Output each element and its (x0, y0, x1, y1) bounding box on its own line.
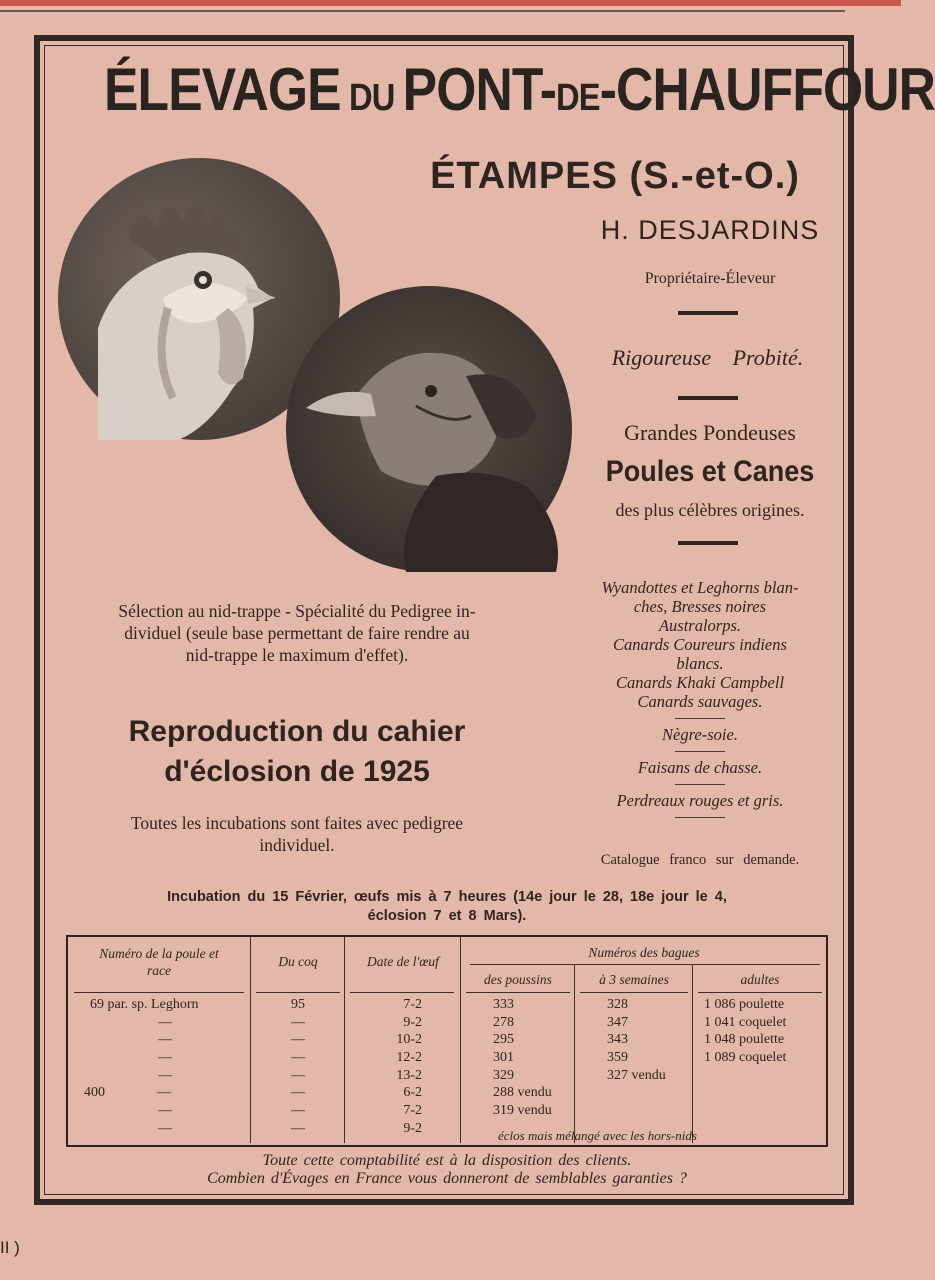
table-cell: 328 (607, 997, 628, 1012)
breed-separator (675, 718, 725, 719)
column-chicks (493, 996, 573, 1120)
table-col-divider (460, 935, 461, 1143)
table-cell: — (291, 1032, 305, 1048)
closing-statement: Toute cette comptabilité est à la disposition des clients. Combien d'Évages en France vous donneront de semblables garanties ? (207, 1152, 687, 1187)
table-cell: 295 (493, 1032, 514, 1048)
column-egg-date (346, 996, 422, 1138)
table-cell: 278 (493, 1014, 514, 1030)
header-chicks: des poussins (484, 972, 552, 987)
duck-icon (286, 286, 572, 572)
owner-name: H. DESJARDINS (600, 215, 820, 245)
breed-item: Canards Coureurs indiens blancs. (613, 635, 787, 673)
table-cell: 69 par. sp. Leghorn (90, 997, 199, 1012)
table-cell: 1 048 poulette (704, 1032, 785, 1048)
header-hen: Numéro de la poule et race (99, 946, 219, 978)
breed-separator (675, 751, 725, 752)
breed-item: Perdreaux rouges et gris. (616, 791, 784, 810)
table-cell: 327 vendu (607, 1067, 666, 1083)
breeds-line: Poules et Canes (605, 455, 815, 488)
breed-item: Wyandottes et Leghorns blan- ches, Bresses noires Australorps. (601, 578, 799, 635)
table-cell: 301 (493, 1050, 514, 1066)
breed-item: Nègre-soie. (662, 725, 738, 744)
table-cell: — (158, 1014, 172, 1030)
table-cell: — (291, 1085, 305, 1101)
header-underline (256, 992, 340, 993)
page-title: ÉLEVAGE DU PONT-DE-CHAUFFOUR (104, 56, 935, 123)
divider-1 (678, 311, 738, 315)
city-line: ÉTAMPES (S.-et-O.) (430, 155, 800, 197)
divider-2 (678, 396, 738, 400)
breed-item: Canards sauvages. (637, 692, 763, 711)
header-egg-date: Date de l'œuf (367, 954, 439, 969)
header-cock: Du coq (278, 954, 318, 969)
layers-line: Grandes Pondeuses (624, 420, 796, 445)
column-hen (70, 996, 248, 1138)
top-color-stripe (0, 0, 901, 6)
origins-line: des plus célèbres origines. (615, 500, 805, 520)
column-three-weeks (607, 996, 691, 1084)
table-cell: 1 089 coquelet (704, 1050, 787, 1066)
table-col-divider (344, 935, 345, 1143)
table-cell: 319 vendu (493, 1103, 552, 1119)
table-cell: 9-2 (403, 1014, 422, 1030)
owner-role: Propriétaire-Éleveur (644, 270, 776, 287)
table-cell: — (158, 1120, 172, 1136)
breed-item: Canards Khaki Campbell (615, 673, 785, 692)
table-col-divider (250, 935, 251, 1143)
breed-separator (675, 817, 725, 818)
table-cell: 1 041 coquelet (704, 1014, 787, 1030)
table-cell: 7-2 (403, 997, 422, 1012)
table-cell: 288 vendu (493, 1085, 552, 1101)
table-cell: 6-2 (403, 1085, 422, 1101)
table-cell: 1 086 poulette (704, 997, 785, 1012)
table-cell: — (291, 1103, 305, 1119)
header-three-weeks: à 3 semaines (599, 972, 669, 987)
incubation-line: Incubation du 15 Février, œufs mis à 7 heures (14e jour le 28, 18e jour le 4, éclosion 7 et 8 Mars). (167, 889, 727, 924)
breed-item: Faisans de chasse. (637, 758, 763, 777)
table-cell: 329 (493, 1067, 514, 1083)
table-cell: — (291, 1050, 305, 1066)
breed-separator (675, 784, 725, 785)
table-cell: 12-2 (396, 1050, 422, 1066)
rings-header-rule (470, 964, 820, 965)
divider-3 (678, 541, 738, 545)
table-cell: 400 — (84, 1085, 171, 1101)
header-underline (74, 992, 244, 993)
table-cell: 359 (607, 1050, 628, 1066)
header-underline (466, 992, 570, 993)
table-col-divider (692, 965, 693, 1143)
column-cock (252, 996, 344, 1138)
page-number: II ) (0, 1238, 20, 1257)
table-cell: — (291, 1014, 305, 1030)
motto: Rigoureuse Probité. (611, 345, 804, 370)
table-cell: 7-2 (403, 1103, 422, 1119)
table-cell: 9-2 (403, 1120, 422, 1136)
table-cell: 10-2 (396, 1032, 422, 1048)
reproduction-heading: Reproduction du cahier d'éclosion de 1925 (128, 715, 466, 788)
catalogue-note: Catalogue franco sur demande. (600, 852, 800, 868)
table-cell: 333 (493, 997, 514, 1012)
header-adults: adultes (740, 972, 780, 987)
breed-list (560, 578, 840, 824)
top-rule (0, 10, 845, 12)
table-cell: 95 (291, 997, 305, 1012)
table-cell: — (158, 1050, 172, 1066)
duck-illustration (286, 286, 572, 572)
table-cell: 343 (607, 1032, 628, 1048)
table-cell: — (291, 1067, 305, 1083)
table-col-divider (574, 965, 575, 1143)
table-cell: 347 (607, 1014, 628, 1030)
header-underline (350, 992, 454, 993)
header-underline (698, 992, 822, 993)
table-cell: — (291, 1120, 305, 1136)
column-adults (704, 996, 824, 1067)
incubations-paragraph: Toutes les incubations sont faites avec pedigree individuel. (130, 813, 464, 855)
table-cell: — (158, 1032, 172, 1048)
header-rings: Numéros des bagues (588, 945, 700, 960)
header-underline (580, 992, 688, 993)
table-cell: 13-2 (396, 1067, 422, 1083)
table-cell: — (158, 1067, 172, 1083)
table-footnote: éclos mais mélangé avec les hors-nids (498, 1128, 697, 1143)
table-cell: — (158, 1103, 172, 1119)
selection-paragraph: Sélection au nid-trappe - Spécialité du Pedigree in- dividuel (seule base permettant de faire rendre au nid-trappe le maximum d'effet). (118, 601, 476, 665)
